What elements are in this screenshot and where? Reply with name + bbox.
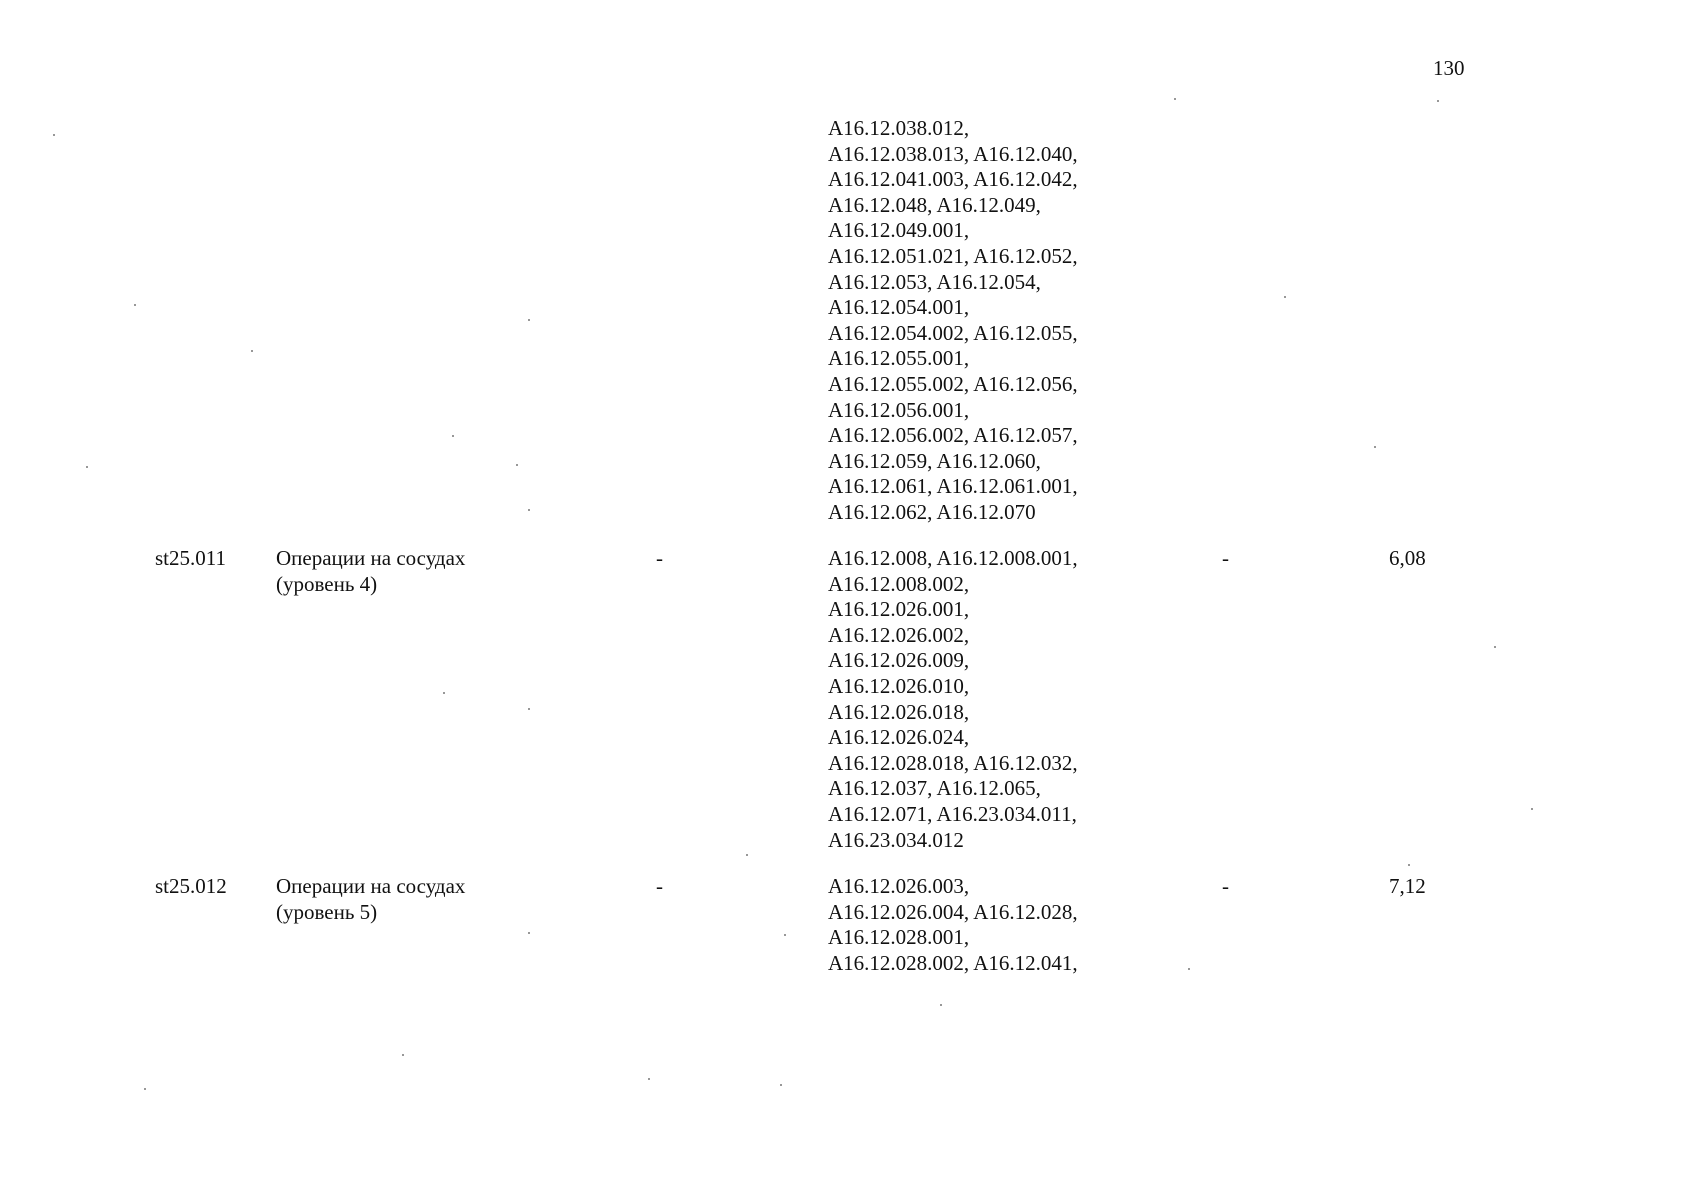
- row-name-line: (уровень 4): [276, 571, 378, 596]
- scan-speck: [443, 692, 445, 694]
- scan-speck: [528, 932, 530, 934]
- scan-speck: [1531, 808, 1533, 810]
- code-line: A16.12.026.009,: [828, 648, 970, 673]
- code-line: A16.12.008.002,: [828, 571, 970, 596]
- code-line: A16.12.055.001,: [828, 346, 970, 371]
- code-line: A16.12.053, A16.12.054,: [828, 269, 1041, 294]
- page-number: 130: [1433, 56, 1465, 80]
- code-line: A16.12.062, A16.12.070: [828, 499, 1036, 524]
- code-line: A16.12.008, A16.12.008.001,: [828, 546, 1078, 570]
- row-name-line: Операции на сосудах: [276, 546, 466, 570]
- scan-speck: [648, 1078, 650, 1080]
- continuation-codes: [828, 116, 1078, 526]
- code-line: A16.12.054.001,: [828, 295, 970, 320]
- code-line: A16.12.026.003,: [828, 874, 970, 898]
- code-line: A16.23.034.012: [828, 827, 964, 852]
- code-line: A16.12.061, A16.12.061.001,: [828, 474, 1078, 499]
- scan-speck: [516, 464, 518, 466]
- row-name: [276, 874, 465, 925]
- row-code: st25.011: [155, 546, 226, 570]
- scan-speck: [1188, 968, 1190, 970]
- code-line: A16.12.051.021, A16.12.052,: [828, 243, 1078, 268]
- row-coefficient: 7,12: [1389, 874, 1426, 898]
- code-line: A16.12.041.003, A16.12.042,: [828, 167, 1078, 192]
- code-line: A16.12.048, A16.12.049,: [828, 192, 1041, 217]
- code-line: A16.12.055.002, A16.12.056,: [828, 371, 1078, 396]
- row-codes: [828, 546, 1078, 853]
- code-line: A16.12.059, A16.12.060,: [828, 448, 1041, 473]
- scan-speck: [746, 854, 748, 856]
- scan-speck: [86, 466, 88, 468]
- code-line: A16.12.028.002, A16.12.041,: [828, 950, 1078, 975]
- row-name: [276, 546, 465, 597]
- scan-speck: [53, 134, 55, 136]
- row-col3-dash: -: [656, 546, 663, 570]
- code-line: A16.12.037, A16.12.065,: [828, 776, 1041, 801]
- scan-speck: [784, 934, 786, 936]
- code-line: A16.12.028.018, A16.12.032,: [828, 750, 1078, 775]
- scan-speck: [402, 1054, 404, 1056]
- scan-speck: [1437, 100, 1439, 102]
- scan-speck: [528, 708, 530, 710]
- code-line: A16.12.026.001,: [828, 597, 970, 622]
- scan-speck: [528, 319, 530, 321]
- scan-speck: [452, 435, 454, 437]
- code-line: A16.12.026.024,: [828, 725, 970, 750]
- code-line: A16.12.056.002, A16.12.057,: [828, 423, 1078, 448]
- scan-speck: [780, 1084, 782, 1086]
- code-line: A16.12.026.010,: [828, 673, 970, 698]
- code-line: A16.12.026.018,: [828, 699, 970, 724]
- row-name-line: (уровень 5): [276, 899, 378, 924]
- row-code: st25.012: [155, 874, 227, 898]
- scan-speck: [134, 304, 136, 306]
- row-col5-dash: -: [1222, 874, 1229, 898]
- scan-speck: [1284, 296, 1286, 298]
- row-codes: [828, 874, 1078, 976]
- scan-speck: [1494, 646, 1496, 648]
- scan-speck: [940, 1004, 942, 1006]
- scan-speck: [1174, 98, 1176, 100]
- code-line: A16.12.054.002, A16.12.055,: [828, 320, 1078, 345]
- code-line: A16.12.028.001,: [828, 925, 970, 950]
- code-line: A16.12.049.001,: [828, 218, 970, 243]
- code-line: A16.12.071, A16.23.034.011,: [828, 801, 1077, 826]
- row-col3-dash: -: [656, 874, 663, 898]
- scan-speck: [1408, 864, 1410, 866]
- code-line: A16.12.038.012,: [828, 116, 970, 140]
- code-line: A16.12.056.001,: [828, 397, 970, 422]
- scan-speck: [1374, 446, 1376, 448]
- scan-speck: [251, 350, 253, 352]
- row-coefficient: 6,08: [1389, 546, 1426, 570]
- code-line: A16.12.026.004, A16.12.028,: [828, 899, 1078, 924]
- row-name-line: Операции на сосудах: [276, 874, 466, 898]
- code-line: A16.12.038.013, A16.12.040,: [828, 141, 1078, 166]
- row-col5-dash: -: [1222, 546, 1229, 570]
- scan-speck: [144, 1088, 146, 1090]
- code-line: A16.12.026.002,: [828, 622, 970, 647]
- scan-speck: [528, 509, 530, 511]
